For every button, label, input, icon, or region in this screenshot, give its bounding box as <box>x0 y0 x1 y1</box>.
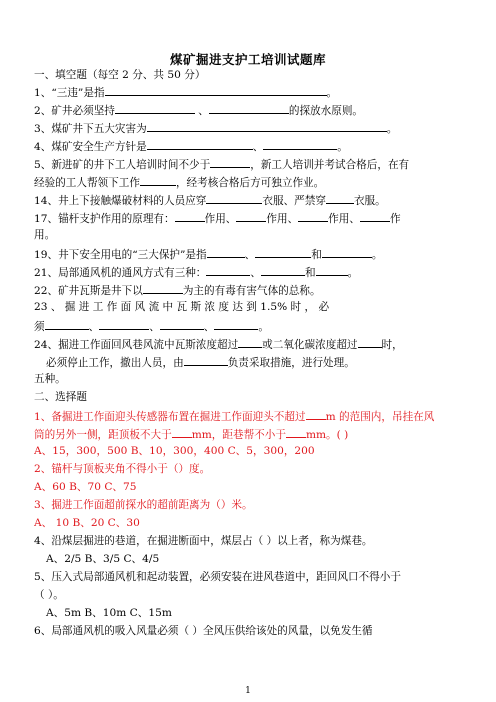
answer-blank[interactable] <box>209 103 289 114</box>
choice-3-options: A、 10 B、20 C、30 <box>34 517 140 529</box>
answer-blank[interactable] <box>255 247 311 258</box>
answer-blank[interactable] <box>206 193 262 204</box>
question-14: 14、井上下接触爆破材料的人员应穿 衣服、严禁穿 衣服。 <box>34 195 386 207</box>
answer-blank[interactable] <box>172 427 192 438</box>
page-number: 1 <box>245 686 251 696</box>
answer-blank[interactable] <box>147 121 387 132</box>
choice-2-options: A、60 B、70 C、75 <box>34 481 137 493</box>
answer-blank[interactable] <box>326 193 354 204</box>
choice-5-options: A、5m B、10m C、15m <box>46 607 172 619</box>
question-17-cont: 用。 <box>34 229 56 241</box>
question-1: 1、“三违”是指 。 <box>34 87 338 99</box>
answer-blank[interactable] <box>358 337 382 348</box>
answer-blank[interactable] <box>140 175 176 186</box>
question-23-cont: 须 、 、 、 。 <box>34 321 269 333</box>
question-24-cont: 必须停止工作，撤出人员，由 负责采取措施，进行处理。 <box>46 357 355 369</box>
answer-blank[interactable] <box>184 355 228 366</box>
choice-4-options: A、2/5 B、3/5 C、4/5 <box>46 553 160 565</box>
choice-question-4: 4、沿煤层掘进的巷道，在掘进断面中，煤层占（ ）以上者，称为煤巷。 <box>34 535 373 547</box>
answer-blank[interactable] <box>263 139 337 150</box>
section-fill-in-heading: 一、填空题（每空 2 分、共 50 分） <box>34 69 206 81</box>
answer-blank[interactable] <box>238 337 262 348</box>
answer-blank[interactable] <box>298 211 328 222</box>
answer-blank[interactable] <box>206 265 250 276</box>
section-choice-heading: 二、选择题 <box>34 391 87 403</box>
choice-question-1: 1、备掘进工作面迎头传感器布置在掘进工作面迎头不超过 m 的范围内，吊挂在风 <box>34 411 435 423</box>
question-19: 19、井下安全用电的“三大保护”是指 、 和 。 <box>34 249 383 261</box>
choice-question-3: 3、掘进工作面超前探水的超前距离为（）米。 <box>34 499 253 511</box>
question-17: 17、锚杆支护作用的原理有： 作用、 作用、 作用、 作 <box>34 213 401 225</box>
answer-blank[interactable] <box>214 319 258 330</box>
question-23: 23 、 掘 进 工 作 面 风 流 中 瓦 斯 浓 度 达 到 1.5% 时 ， 必 <box>34 301 330 313</box>
answer-blank[interactable] <box>115 103 195 114</box>
question-21: 21、局部通风机的通风方式有三种： 、 和 。 <box>34 267 359 279</box>
question-4: 4、煤矿安全生产方针是 、 。 <box>34 141 348 153</box>
answer-blank[interactable] <box>210 157 250 168</box>
choice-question-1-cont: 筒的另外一侧，距顶板不大于 mm，距巷帮不小于 mm。( ) <box>34 429 349 441</box>
answer-blank[interactable] <box>286 427 306 438</box>
answer-blank[interactable] <box>175 211 205 222</box>
question-24: 24、掘进工作面回风巷风流中瓦斯浓度超过 或二氧化碳浓度超过 时， <box>34 339 403 351</box>
answer-blank[interactable] <box>105 85 327 96</box>
answer-blank[interactable] <box>160 319 204 330</box>
choice-1-options: A、15，300，500 B、10，300，400 C、5，300，200 <box>34 445 315 457</box>
answer-blank[interactable] <box>143 283 183 294</box>
question-3: 3、煤矿井下五大灾害为 。 <box>34 123 398 135</box>
question-5: 5、新进矿的井下工人培训时间不少于 ，新工人培训并考试合格后，在有 <box>34 159 410 171</box>
answer-blank[interactable] <box>147 139 253 150</box>
answer-blank[interactable] <box>45 319 89 330</box>
answer-blank[interactable] <box>99 319 149 330</box>
question-22: 22、矿井瓦斯是井下以 为主的有毒有害气体的总称。 <box>34 285 321 297</box>
document-title: 煤矿掘进支护工培训试题库 <box>169 52 326 67</box>
choice-question-2: 2、锚杆与顶板夹角不得小于（）度。 <box>34 463 211 475</box>
answer-blank[interactable] <box>322 247 372 258</box>
choice-question-5-cont: （ ）。 <box>34 589 64 601</box>
answer-blank[interactable] <box>316 265 348 276</box>
question-2: 2、矿井必须坚持 、 的探放水原则。 <box>34 105 364 117</box>
choice-question-6: 6、局部通风机的吸入风量必须（ ）全风压供给该处的风量，以免发生循 <box>34 625 373 637</box>
choice-question-5: 5、压入式局部通风机和起动装置，必须安装在进风巷道中，距回风口不得小于 <box>34 571 401 583</box>
answer-blank[interactable] <box>236 211 266 222</box>
answer-blank[interactable] <box>207 247 245 258</box>
answer-blank[interactable] <box>261 265 305 276</box>
answer-blank[interactable] <box>360 211 390 222</box>
answer-blank[interactable] <box>306 409 326 420</box>
question-5-cont: 经验的工人帮领下工作 ，经考核合格后方可独立作业。 <box>34 177 325 189</box>
five-types-note: 五种。 <box>34 373 66 385</box>
